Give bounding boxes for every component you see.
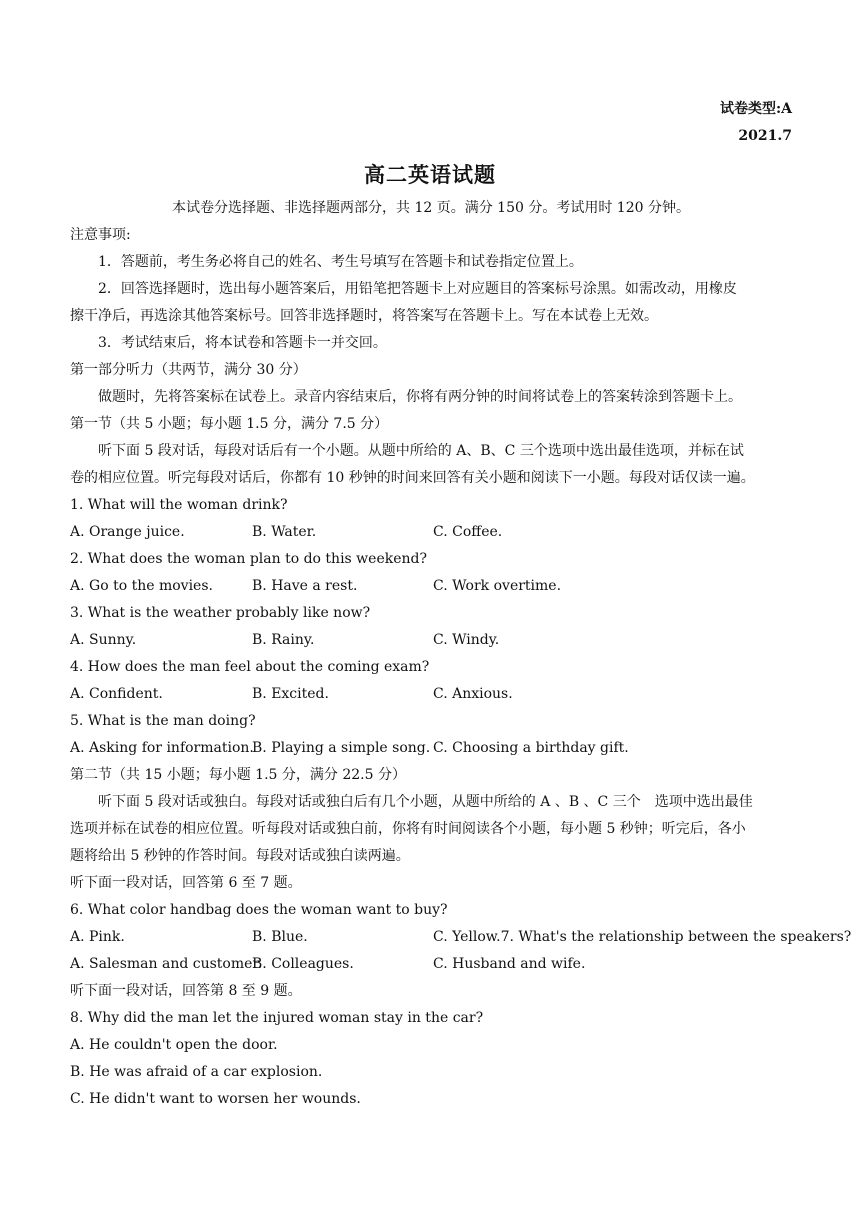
q6-option-a: A. Pink. — [70, 929, 125, 945]
q5-option-c: C. Choosing a birthday gift. — [433, 740, 629, 756]
notice-item-2-line-2: 擦干净后，再选涂其他答案标号。回答非选择题时，将答案写在答题卡上。写在本试卷上无效。 — [70, 308, 658, 324]
q8-option-a: A. He couldn't open the door. — [70, 1037, 278, 1053]
q8-option-c: C. He didn't want to worsen her wounds. — [70, 1091, 361, 1107]
q1-option-b: B. Water. — [252, 524, 317, 540]
section2-instruction-line-3: 题将给出 5 秒钟的作答时间。每段对话或独白读两遍。 — [70, 848, 410, 864]
part1-instruction: 做题时，先将答案标在试卷上。录音内容结束后，你将有两分钟的时间将试卷上的答案转涂到答题卡上。 — [98, 389, 742, 405]
section1-instruction-line-2: 卷的相应位置。听完每段对话后，你都有 10 秒钟的时间来回答有关小题和阅读下一小题。每段对话仅读一遍。 — [70, 470, 755, 486]
dialogue-group-6-7: 听下面一段对话，回答第 6 至 7 题。 — [70, 875, 302, 891]
section1-instruction-line-1: 听下面 5 段对话，每段对话后有一个小题。从题中所给的 A、B、C 三个选项中选出最佳选项，并标在试 — [98, 443, 744, 459]
q4-option-c: C. Anxious. — [433, 686, 513, 702]
question-2: 2. What does the woman plan to do this weekend? — [70, 551, 427, 567]
question-4: 4. How does the man feel about the coming exam? — [70, 659, 430, 675]
question-5: 5. What is the man doing? — [70, 713, 256, 729]
section2-instruction-line-2: 选项并标在试卷的相应位置。听每段对话或独白前，你将有时间阅读各个小题，每小题 5 秒钟；听完后，各小 — [70, 821, 746, 837]
q5-option-b: B. Playing a simple song. — [252, 740, 431, 756]
q7-option-c: C. Husband and wife. — [433, 956, 586, 972]
q7-option-b: B. Colleagues. — [252, 956, 354, 972]
q2-option-b: B. Have a rest. — [252, 578, 358, 594]
section1-heading: 第一节（共 5 小题；每小题 1.5 分，满分 7.5 分） — [70, 416, 389, 432]
q3-option-b: B. Rainy. — [252, 632, 315, 648]
dialogue-group-8-9: 听下面一段对话，回答第 8 至 9 题。 — [70, 983, 302, 999]
q4-option-b: B. Excited. — [252, 686, 329, 702]
section2-instruction-line-1: 听下面 5 段对话或独白。每段对话或独白后有几个小题，从题中所给的 A 、B 、C 三个 选项中选出最佳 — [98, 794, 753, 810]
question-3: 3. What is the weather probably like now? — [70, 605, 371, 621]
part1-heading: 第一部分听力（共两节，满分 30 分） — [70, 362, 307, 378]
q4-option-a: A. Confident. — [70, 686, 163, 702]
notice-heading: 注意事项: — [70, 227, 131, 243]
notice-item-1: 1．答题前，考生务必将自己的姓名、考生号填写在答题卡和试卷指定位置上。 — [98, 254, 583, 270]
q2-option-a: A. Go to the movies. — [70, 578, 213, 594]
q7-option-a: A. Salesman and customer. — [70, 956, 263, 972]
q1-option-a: A. Orange juice. — [70, 524, 185, 540]
q3-option-a: A. Sunny. — [70, 632, 137, 648]
q5-option-a: A. Asking for information. — [70, 740, 254, 756]
page-title: 高二英语试题 — [364, 162, 496, 187]
section2-heading: 第二节（共 15 小题；每小题 1.5 分，满分 22.5 分） — [70, 767, 406, 783]
question-8: 8. Why did the man let the injured woman stay in the car? — [70, 1010, 484, 1026]
intro-text: 本试卷分选择题、非选择题两部分，共 12 页。满分 150 分。考试用时 120 分钟。 — [172, 200, 690, 216]
q2-option-c: C. Work overtime. — [433, 578, 562, 594]
paper-type: 试卷类型:A — [719, 101, 792, 117]
q3-option-c: C. Windy. — [433, 632, 500, 648]
notice-item-2-line-1: 2．回答选择题时，选出每小题答案后，用铅笔把答题卡上对应题目的答案标号涂黑。如需改动，用橡皮 — [98, 281, 737, 297]
q8-option-b: B. He was afraid of a car explosion. — [70, 1064, 323, 1080]
q6-option-c-and-question-7: C. Yellow.7. What's the relationship between the speakers? — [433, 929, 852, 945]
notice-item-3: 3．考试结束后，将本试卷和答题卡一并交回。 — [98, 335, 387, 351]
exam-date: 2021.7 — [738, 128, 792, 144]
question-1: 1. What will the woman drink? — [70, 497, 288, 513]
q1-option-c: C. Coffee. — [433, 524, 503, 540]
question-6: 6. What color handbag does the woman want to buy? — [70, 902, 448, 918]
q6-option-b: B. Blue. — [252, 929, 308, 945]
